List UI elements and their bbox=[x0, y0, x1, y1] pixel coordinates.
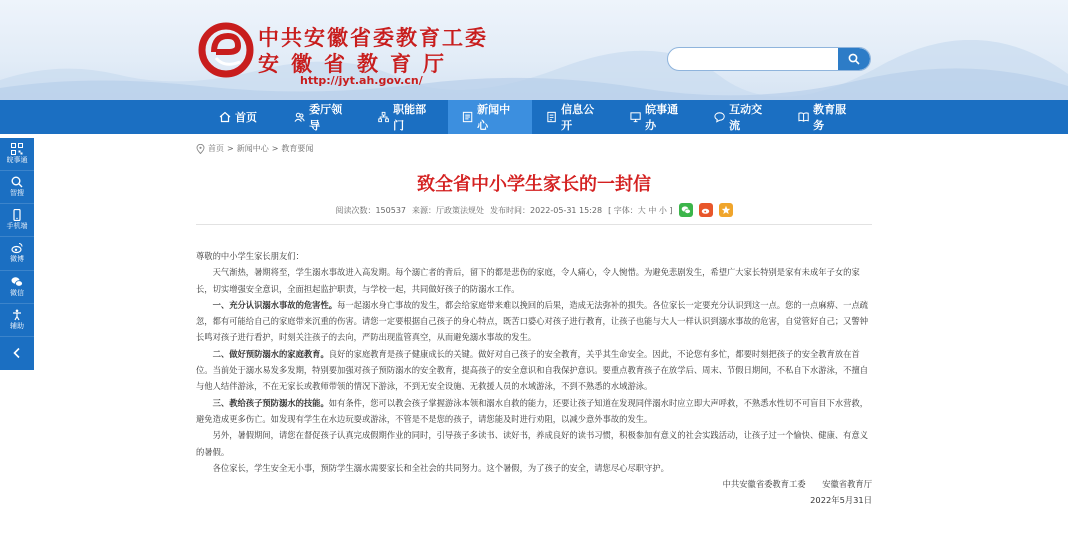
paragraph-1: 天气渐热，暑期将至，学生溺水事故进入高发期。每个溺亡者的背后，留下的都是悲伤的家庭，令人痛心，令人惋惜。为避免悲剧发生，希望广大家长特别是家有未成年子女的家长，切实增强安全意识，全面担起监护职责，与学校一起，共同做好孩子的防溺水工作。 bbox=[196, 267, 860, 294]
paragraph-5: 另外，暑假期间，请您在督促孩子认真完成假期作业的同时，引导孩子多读书、读好书，养成良好的读书习惯，积极参加有意义的社会实践活动，让孩子过一个愉快、健康、有意义的暑假。 bbox=[196, 430, 869, 457]
signature: 中共安徽省委教育工委 安徽省教育厅 bbox=[722, 479, 872, 490]
wechat-icon bbox=[681, 205, 691, 215]
nav-label: 委厅领导 bbox=[309, 103, 343, 132]
article-meta bbox=[196, 203, 872, 217]
share-weibo-button[interactable] bbox=[699, 203, 713, 217]
source-label: 来源： bbox=[412, 205, 437, 215]
favorite-button[interactable] bbox=[719, 203, 733, 217]
side-item-weibo[interactable] bbox=[0, 237, 34, 270]
greeting: 尊敬的中小学生家长朋友们： bbox=[196, 251, 304, 261]
paragraph-6: 各位家长，学生安全无小事，预防学生溺水需要家长和全社会的共同努力。这个暑假，为了孩子的安全，请您尽心尽职守护。 bbox=[212, 462, 669, 473]
home-icon bbox=[219, 111, 231, 123]
nav-item-interaction[interactable] bbox=[700, 100, 784, 134]
view-count: 150537 bbox=[375, 205, 407, 215]
chat-icon bbox=[714, 111, 725, 123]
info-icon bbox=[546, 111, 557, 123]
nav-label: 首页 bbox=[235, 111, 257, 124]
search-button[interactable] bbox=[838, 48, 870, 70]
meta-divider bbox=[196, 224, 872, 225]
accessibility-icon bbox=[11, 309, 23, 321]
section-text: 每一起溺水身亡事故的发生，都会给家庭带来难以挽回的后果，造成无法弥补的损失。各位家长一定要充分认识到这一点。您的一点麻痹、一点疏忽，都有可能给自己的家庭带来沉重的伤害。请您一定要根据自己孩子的身心特点，既苦口婆心对孩子进行教育，让孩子也能与大人一样认识到溺水事故的危害，自觉管好自己；又警钟长鸣对孩子进行看护，时刻关注孩子的去向，严防出现监管真空，从而避免溺水事故的发生。 bbox=[196, 299, 869, 343]
paragraph-4 bbox=[196, 395, 872, 428]
side-item-label: 微信 bbox=[10, 288, 24, 297]
site-title-line2: 安徽省教育厅 bbox=[258, 51, 456, 76]
side-collapse-button[interactable] bbox=[0, 337, 34, 370]
nav-label: 教育服务 bbox=[813, 103, 847, 132]
mountain-decoration bbox=[0, 40, 1068, 100]
side-item-wanshitong[interactable] bbox=[0, 138, 34, 171]
nav-item-home[interactable] bbox=[196, 100, 280, 134]
nav-label: 新闻中心 bbox=[477, 103, 511, 132]
breadcrumb-separator: > bbox=[271, 144, 279, 153]
side-item-mobile[interactable] bbox=[0, 204, 34, 237]
leaders-icon bbox=[294, 111, 305, 123]
section-heading: 三、教给孩子预防溺水的技能。 bbox=[212, 397, 329, 408]
nav-label: 信息公开 bbox=[561, 103, 595, 132]
breadcrumb-edu-news[interactable]: 教育要闻 bbox=[281, 144, 314, 153]
qrcode-icon bbox=[11, 143, 23, 155]
article-body bbox=[196, 248, 872, 509]
side-item-wechat[interactable] bbox=[0, 271, 34, 304]
search-icon bbox=[11, 176, 23, 188]
location-pin-icon bbox=[196, 144, 205, 154]
share-wechat-button[interactable] bbox=[679, 203, 693, 217]
side-item-accessibility[interactable] bbox=[0, 304, 34, 337]
service-icon bbox=[630, 111, 641, 123]
side-item-label: 手机端 bbox=[6, 222, 28, 231]
wechat-icon bbox=[11, 276, 23, 288]
search-input[interactable] bbox=[668, 48, 838, 70]
weibo-icon bbox=[11, 242, 23, 254]
section-heading: 二、做好预防溺水的家庭教育。 bbox=[212, 348, 329, 359]
side-item-label: 微博 bbox=[10, 255, 24, 264]
phone-icon bbox=[11, 209, 23, 221]
font-size-switcher[interactable]: [ 字体：大 中 小 ] bbox=[608, 205, 673, 215]
main-nav bbox=[0, 100, 1068, 134]
nav-item-leaders[interactable] bbox=[280, 100, 364, 134]
org-icon bbox=[378, 111, 389, 123]
header-banner bbox=[0, 0, 1068, 100]
section-text: 良好的家庭教育是孩子健康成长的关键。做好对自己孩子的安全教育，关乎其生命安全。因此，不论您有多忙，都要时刻把孩子的安全教育放在首位。当前处于溺水易发多发期，特别要加强对孩子预防溺水的安全教育，提高孩子的安全意识和自我保护意识。要重点教育孩子在放学后、周末、节假日期间，不私自下水游泳，不擅自与他人结伴游泳，不在无家长或教师带领的情况下游泳，不到无安全设施、无救援人员的水域游泳，不到不熟悉的水域游泳。 bbox=[196, 348, 869, 392]
article-source: 厅政策法规处 bbox=[436, 205, 485, 215]
time-label: 发布时间： bbox=[490, 205, 531, 215]
side-item-label: 皖事通 bbox=[6, 156, 28, 165]
side-toolbar bbox=[0, 138, 34, 370]
breadcrumb-home[interactable]: 首页 bbox=[208, 144, 224, 153]
site-logo[interactable] bbox=[198, 22, 254, 78]
chevron-left-icon bbox=[11, 347, 23, 359]
nav-item-departments[interactable] bbox=[364, 100, 448, 134]
news-icon bbox=[462, 111, 473, 123]
publish-time: 2022-05-31 15:28 bbox=[530, 205, 603, 215]
site-url[interactable]: http://jyt.ah.gov.cn/ bbox=[300, 74, 423, 87]
site-title-line1: 中共安徽省委教育工委 bbox=[258, 25, 488, 50]
side-item-label: 辅助 bbox=[10, 321, 24, 330]
breadcrumb-news-center[interactable]: 新闻中心 bbox=[236, 144, 269, 153]
section-heading: 一、充分认识溺水事故的危害性。 bbox=[212, 299, 338, 310]
book-icon bbox=[798, 111, 809, 123]
section-text: 如有条件，您可以教会孩子掌握游泳本领和溺水自救的能力，还要让孩子知道在发现同伴溺水时应立即大声呼救，不熟悉水性切不可盲目下水营救，避免造成更多伤亡。如发现有学生在水边玩耍或游泳，不管是不是您的孩子，请您能及时进行劝阻，以减少意外事故的发生。 bbox=[196, 397, 869, 424]
side-item-search[interactable] bbox=[0, 171, 34, 204]
nav-label: 职能部门 bbox=[393, 103, 427, 132]
breadcrumb-separator: > bbox=[227, 144, 234, 153]
paragraph-3 bbox=[196, 346, 872, 395]
search-icon bbox=[848, 53, 860, 65]
star-icon bbox=[721, 205, 731, 215]
search-box bbox=[667, 47, 871, 71]
nav-item-edu-service[interactable] bbox=[784, 100, 868, 134]
nav-label: 互动交流 bbox=[729, 103, 763, 132]
side-item-label: 智搜 bbox=[10, 189, 24, 198]
breadcrumb bbox=[196, 143, 313, 154]
nav-label: 皖事通办 bbox=[645, 103, 679, 132]
nav-item-info[interactable] bbox=[532, 100, 616, 134]
views-label: 阅读次数： bbox=[335, 205, 376, 215]
article-title: 致全省中小学生家长的一封信 bbox=[417, 174, 651, 195]
nav-item-news[interactable] bbox=[448, 100, 532, 134]
paragraph-2 bbox=[196, 297, 872, 346]
signature-date: 2022年5月31日 bbox=[810, 495, 872, 506]
weibo-icon bbox=[701, 205, 711, 215]
nav-item-service[interactable] bbox=[616, 100, 700, 134]
